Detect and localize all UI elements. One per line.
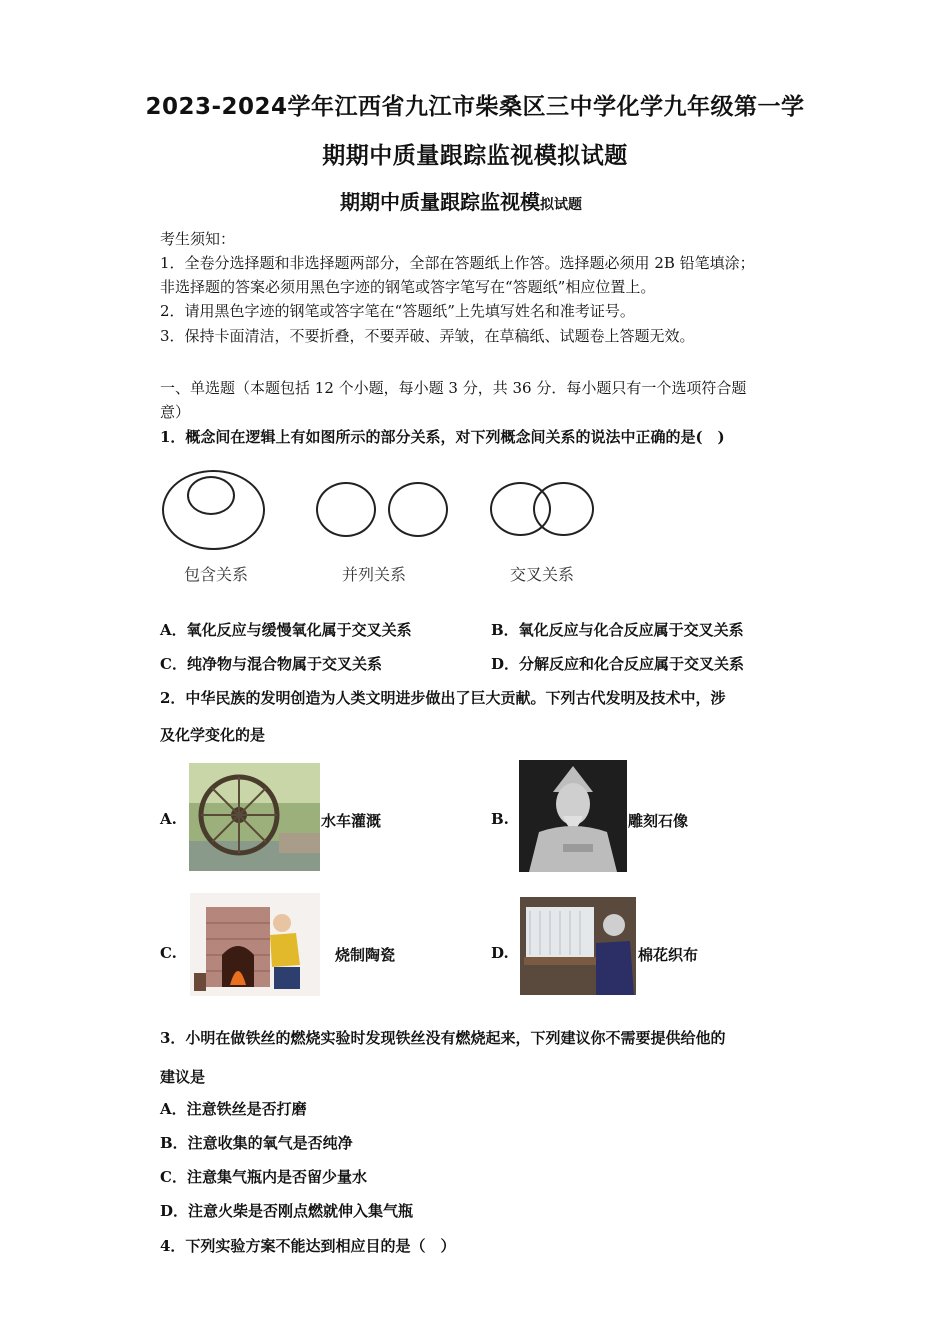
q2-stem: 2．中华民族的发明创造为人类文明进步做出了巨大贡献。下列古代发明及技术中，涉 <box>160 689 726 707</box>
stone-statue-image <box>519 760 627 872</box>
exam-title-line2: 期期中质量跟踪监视模拟试题 <box>322 143 628 169</box>
diagram-label-intersect: 交叉关系 <box>510 565 575 584</box>
section-heading: 一、单选题（本题包括 12 个小题，每小题 3 分，共 36 分．每小题只有一个选项符合题 <box>160 379 747 397</box>
q1-stem: 1．概念间在逻辑上有如图所示的部分关系，对下列概念间关系的说法中正确的是( ) <box>160 428 725 446</box>
diagram-label-inclusion: 包含关系 <box>184 565 249 584</box>
q4-stem: 4．下列实验方案不能达到相应目的是（ ） <box>160 1237 456 1255</box>
q1-option-a: A．氧化反应与缓慢氧化属于交叉关系 <box>160 621 412 639</box>
q2-option-b-letter: B. <box>491 810 509 828</box>
notice-item: 非选择题的答案必须用黑色字迹的钢笔或答字笔写在“答题纸”相应位置上。 <box>160 278 656 296</box>
q1-option-c: C．纯净物与混合物属于交叉关系 <box>160 655 382 673</box>
right-circle <box>533 482 594 536</box>
q2-option-c-letter: C. <box>160 944 177 962</box>
diagram-label-parallel: 并列关系 <box>342 565 407 584</box>
q2-option-d-letter: D. <box>491 944 509 962</box>
q3-option-c: C．注意集气瓶内是否留少量水 <box>160 1168 367 1186</box>
q1-option-b: B．氧化反应与化合反应属于交叉关系 <box>491 621 744 639</box>
exam-title-line1: 2023-2024学年江西省九江市柴桑区三中学化学九年级第一学 <box>145 94 805 120</box>
left-circle <box>316 482 376 537</box>
q3-option-b: B．注意收集的氧气是否纯净 <box>160 1134 353 1152</box>
q3-option-a: A．注意铁丝是否打磨 <box>160 1100 307 1118</box>
q2-option-b-label: 雕刻石像 <box>628 812 689 830</box>
weaving-loom-image <box>520 897 636 995</box>
exam-subtitle-small: 拟试题 <box>540 197 582 213</box>
exam-subtitle-main: 期期中质量跟踪监视模 <box>340 190 540 214</box>
notice-item: 2．请用黑色字迹的钢笔或答字笔在“答题纸”上先填写姓名和准考证号。 <box>160 302 635 320</box>
inner-circle <box>187 476 235 515</box>
notice-heading: 考生须知： <box>160 230 236 248</box>
q3-stem-cont: 建议是 <box>160 1068 206 1086</box>
right-circle <box>388 482 448 537</box>
q1-option-d: D．分解反应和化合反应属于交叉关系 <box>491 655 745 673</box>
pottery-kiln-image <box>190 893 320 996</box>
exam-subtitle <box>340 186 582 215</box>
notice-item: 1．全卷分选择题和非选择题两部分，全部在答题纸上作答。选择题必须用 2B 铅笔填涂； <box>160 254 755 272</box>
q2-option-d-label: 棉花织布 <box>638 946 699 964</box>
q3-stem: 3．小明在做铁丝的燃烧实验时发现铁丝没有燃烧起来，下列建议你不需要提供给他的 <box>160 1029 726 1047</box>
q2-option-a-label: 水车灌溉 <box>321 812 382 830</box>
section-heading-cont: 意） <box>160 403 191 421</box>
q2-option-c-label: 烧制陶瓷 <box>335 946 396 964</box>
q3-option-d: D．注意火柴是否刚点燃就伸入集气瓶 <box>160 1202 414 1220</box>
q2-stem-cont: 及化学变化的是 <box>160 726 266 744</box>
q2-option-a-letter: A. <box>160 810 177 828</box>
water-wheel-image <box>189 763 320 871</box>
notice-item: 3．保持卡面清洁，不要折叠，不要弄破、弄皱，在草稿纸、试题卷上答题无效。 <box>160 327 695 345</box>
